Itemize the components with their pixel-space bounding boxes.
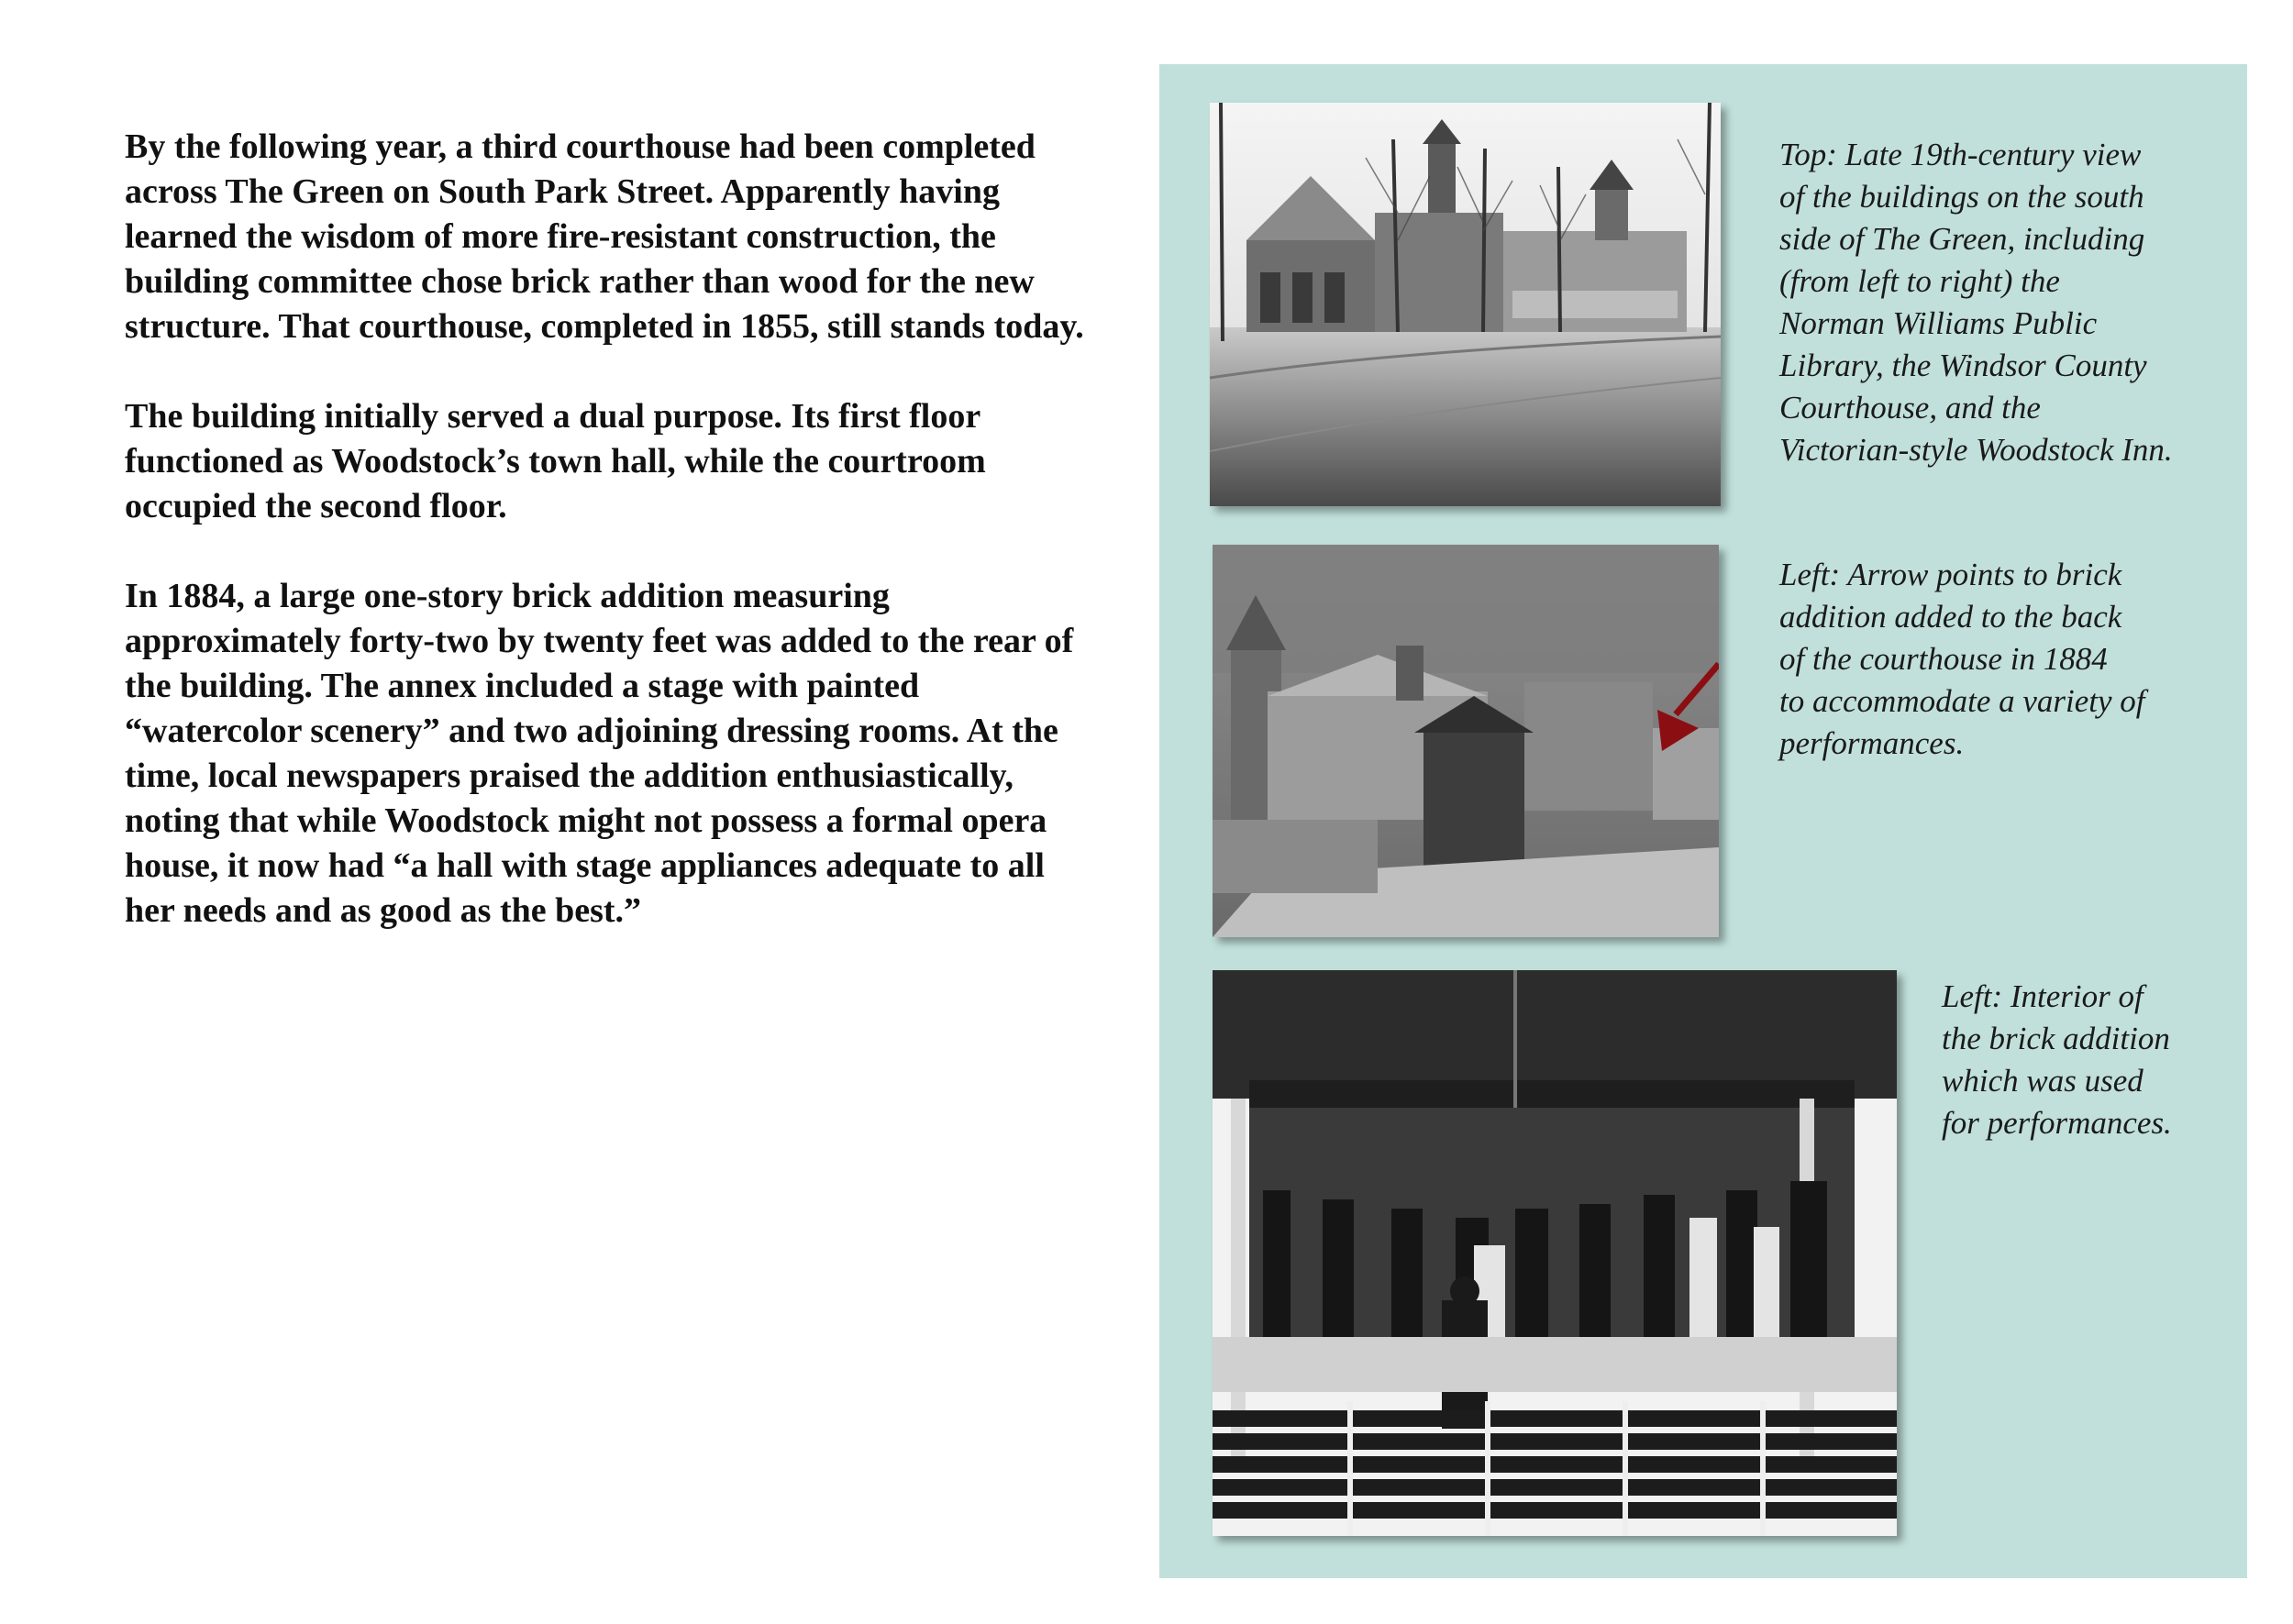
article-text (125, 125, 1097, 978)
photo-aerial-view (1213, 545, 1719, 937)
paragraph-3: In 1884, a large one-story brick addition measuring approximately forty-two by twenty feet was added to the rear of the building. The annex included a stage with painted “watercolor scenery” and two adjoining dressing rooms. At the time, local newspapers praised the addition enthusiastically, noting that while Woodstock might not possess a formal opera house, it now had “a hall with stage appliances adequate to all her needs and as good as the best.” (125, 577, 1074, 930)
photo-street-view (1210, 103, 1721, 506)
caption-middle: Left: Arrow points to brick addition added to the back of the courthouse in 1884 to accommodate a variety of performances. (1779, 557, 2145, 761)
paragraph-1: By the following year, a third courthouse had been completed across The Green on South Park Street. Apparently having learned the wisdom of more fire-resistant construction, the building committee chose brick rather than wood for the new structure. That courthouse, completed in 1855, still stands today. (125, 127, 1084, 346)
photo-stage-interior (1213, 970, 1897, 1536)
paragraph-2: The building initially served a dual purpose. Its first floor functioned as Woodstock’s town hall, while the courtroom occupied the second floor. (125, 397, 986, 525)
caption-top: Top: Late 19th-century view of the buildings on the south side of The Green, including (from left to right) the Norman Williams Public Library, the Windsor County Courthouse, and the Victorian-style Woodstock Inn. (1779, 137, 2173, 468)
caption-bottom: Left: Interior of the brick addition which was used for performances. (1942, 978, 2172, 1141)
